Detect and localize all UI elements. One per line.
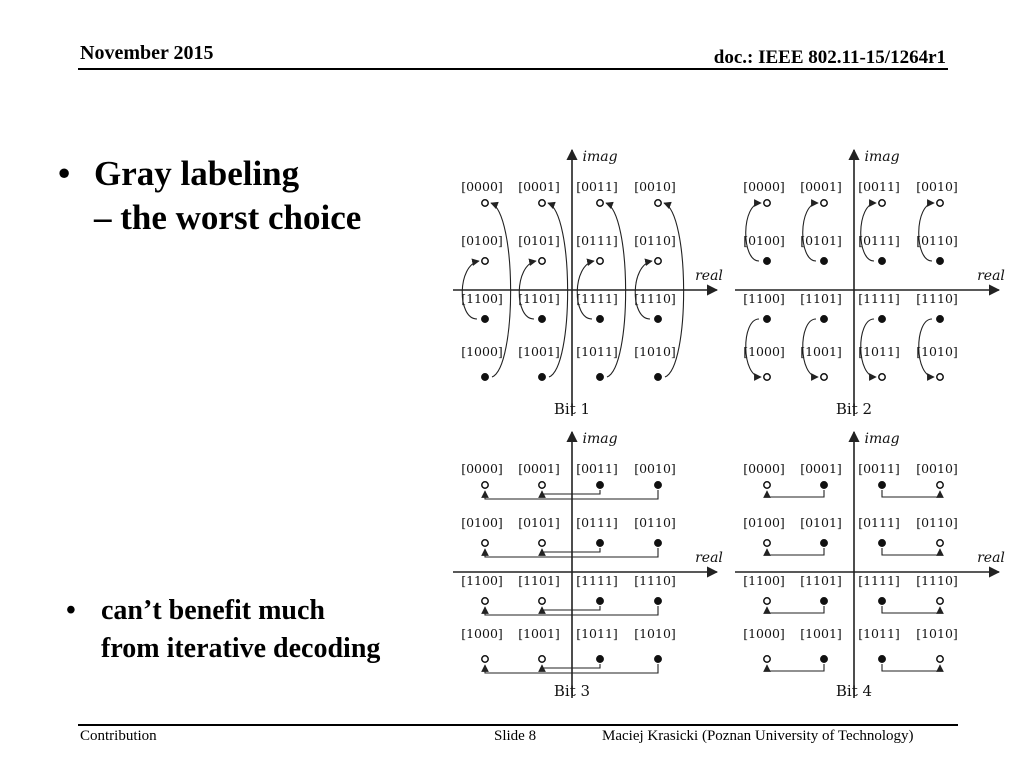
constellation-point	[764, 258, 770, 264]
symbol-label: [1101]	[518, 573, 560, 588]
constellation-point	[597, 316, 603, 322]
constellation-point	[597, 482, 603, 488]
symbol-label: [0001]	[800, 461, 842, 476]
symbol-label: [0110]	[634, 233, 676, 248]
constellation-point	[821, 598, 827, 604]
symbol-label: [0010]	[634, 179, 676, 194]
mapping-arrow	[882, 490, 940, 497]
symbol-label: [1010]	[916, 626, 958, 641]
mapping-arrow	[542, 490, 600, 494]
bullet-marker: •	[58, 154, 71, 193]
symbol-label: [0000]	[743, 461, 785, 476]
constellation-point	[879, 258, 885, 264]
symbol-label: [0100]	[743, 515, 785, 530]
real-axis-label: real	[977, 268, 1005, 284]
symbol-label: [0011]	[576, 179, 618, 194]
symbol-label: [1100]	[743, 573, 785, 588]
mapping-arrow	[767, 606, 824, 613]
symbol-label: [0100]	[743, 233, 785, 248]
constellation-point	[539, 200, 545, 206]
symbol-label: [1100]	[461, 291, 503, 306]
constellation-point	[539, 374, 545, 380]
symbol-label: [1100]	[461, 573, 503, 588]
mapping-arrow	[882, 606, 940, 613]
footer-author: Maciej Krasicki (Poznan University of Technology)	[602, 728, 914, 744]
plot-title: Bit 1	[553, 400, 591, 418]
constellation-point	[764, 540, 770, 546]
constellation-point	[597, 374, 603, 380]
constellation-point	[539, 540, 545, 546]
symbol-label: [0001]	[518, 179, 560, 194]
constellation-point	[482, 316, 488, 322]
symbol-label: [1010]	[634, 344, 676, 359]
constellation-point	[937, 200, 943, 206]
symbol-label: [1111]	[576, 573, 618, 588]
symbol-label: [0001]	[800, 179, 842, 194]
symbol-label: [0011]	[576, 461, 618, 476]
mapping-arrow	[767, 548, 824, 555]
symbol-label: [0110]	[634, 515, 676, 530]
symbol-label: [1111]	[858, 573, 900, 588]
constellation-point	[821, 482, 827, 488]
symbol-label: [0001]	[518, 461, 560, 476]
constellation-point	[597, 200, 603, 206]
constellation-point	[597, 258, 603, 264]
imag-axis-label: imag	[582, 149, 618, 165]
symbol-label: [0110]	[916, 515, 958, 530]
constellation-point	[597, 656, 603, 662]
constellation-point	[879, 540, 885, 546]
constellation-point	[937, 316, 943, 322]
imag-axis-label: imag	[864, 149, 900, 165]
constellation-point	[482, 540, 488, 546]
symbol-label: [1001]	[518, 344, 560, 359]
constellation-point	[655, 258, 661, 264]
footer-contribution: Contribution	[80, 728, 157, 744]
sub-bullet-line1: can’t benefit much	[101, 595, 325, 626]
constellation-point	[539, 482, 545, 488]
symbol-label: [1001]	[518, 626, 560, 641]
constellation-point	[879, 374, 885, 380]
symbol-label: [0010]	[916, 461, 958, 476]
constellation-point	[539, 316, 545, 322]
symbol-label: [1101]	[800, 291, 842, 306]
mapping-arrow	[882, 664, 940, 671]
constellation-point	[764, 482, 770, 488]
constellation-point	[482, 482, 488, 488]
constellation-point	[764, 656, 770, 662]
symbol-label: [0011]	[858, 461, 900, 476]
real-axis-label: real	[977, 550, 1005, 566]
symbol-label: [1110]	[916, 291, 958, 306]
constellation-point	[655, 374, 661, 380]
constellation-point	[821, 540, 827, 546]
constellation-point	[937, 258, 943, 264]
constellation-point	[879, 316, 885, 322]
symbol-label: [0010]	[916, 179, 958, 194]
header-document-id: doc.: IEEE 802.11-15/1264r1	[713, 47, 946, 68]
constellation-point	[879, 482, 885, 488]
symbol-label: [0011]	[858, 179, 900, 194]
plot-title: Bit 3	[553, 682, 591, 700]
symbol-label: [0101]	[800, 233, 842, 248]
mapping-arrow	[803, 203, 818, 261]
symbol-label: [0111]	[576, 515, 618, 530]
constellation-point	[879, 200, 885, 206]
constellation-point	[937, 374, 943, 380]
constellation-point	[655, 540, 661, 546]
constellation-point	[879, 598, 885, 604]
symbol-label: [1000]	[743, 626, 785, 641]
imag-axis-label: imag	[864, 431, 900, 447]
mapping-arrow	[919, 203, 934, 261]
constellation-point	[655, 598, 661, 604]
imag-axis-label: imag	[582, 431, 618, 447]
constellation-point	[764, 374, 770, 380]
constellation-point	[539, 656, 545, 662]
symbol-label: [0111]	[576, 233, 618, 248]
symbol-label: [1001]	[800, 626, 842, 641]
symbol-label: [1010]	[634, 626, 676, 641]
symbol-label: [1011]	[576, 626, 618, 641]
mapping-arrow	[542, 606, 600, 610]
symbol-label: [1001]	[800, 344, 842, 359]
symbol-label: [1111]	[576, 291, 618, 306]
constellation-point	[482, 258, 488, 264]
constellation-point	[937, 540, 943, 546]
symbol-label: [1101]	[800, 573, 842, 588]
symbol-label: [0101]	[800, 515, 842, 530]
constellation-point	[655, 316, 661, 322]
constellation-point	[764, 316, 770, 322]
constellation-point	[539, 598, 545, 604]
constellation-point	[937, 482, 943, 488]
constellation-point	[879, 656, 885, 662]
symbol-label: [0100]	[461, 233, 503, 248]
symbol-label: [1011]	[858, 344, 900, 359]
constellation-point	[764, 598, 770, 604]
mapping-arrow	[542, 548, 600, 552]
footer-divider	[78, 724, 958, 726]
symbol-label: [1011]	[858, 626, 900, 641]
mapping-arrow	[746, 203, 761, 261]
constellation-point	[482, 656, 488, 662]
symbol-label: [0111]	[858, 515, 900, 530]
constellation-point	[597, 540, 603, 546]
real-axis-label: real	[695, 268, 723, 284]
constellation-point	[655, 656, 661, 662]
plot-title: Bit 2	[835, 400, 873, 418]
header-date: November 2015	[80, 42, 214, 64]
constellation-point	[655, 482, 661, 488]
constellation-point	[482, 374, 488, 380]
symbol-label: [1110]	[916, 573, 958, 588]
constellation-point	[821, 200, 827, 206]
mapping-arrow	[882, 548, 940, 555]
symbol-label: [0000]	[461, 179, 503, 194]
sub-bullet-line2: from iterative decoding	[101, 633, 381, 664]
constellation-point	[821, 316, 827, 322]
constellation-point	[539, 258, 545, 264]
symbol-label: [0010]	[634, 461, 676, 476]
symbol-label: [1000]	[461, 344, 503, 359]
symbol-label: [1011]	[576, 344, 618, 359]
footer-slide-number: Slide 8	[494, 728, 537, 744]
symbol-label: [1010]	[916, 344, 958, 359]
symbol-label: [1000]	[461, 626, 503, 641]
main-bullet-line2: – the worst choice	[94, 198, 362, 237]
constellation-point	[821, 374, 827, 380]
symbol-label: [1101]	[518, 291, 560, 306]
symbol-label: [1111]	[858, 291, 900, 306]
constellation-point	[764, 200, 770, 206]
symbol-label: [1100]	[743, 291, 785, 306]
constellation-point	[821, 656, 827, 662]
constellation-point	[821, 258, 827, 264]
symbol-label: [0101]	[518, 233, 560, 248]
mapping-arrow	[767, 664, 824, 671]
symbol-label: [0000]	[461, 461, 503, 476]
mapping-arrow	[861, 203, 876, 261]
constellation-point	[937, 656, 943, 662]
symbol-label: [1000]	[743, 344, 785, 359]
plot-title: Bit 4	[835, 682, 873, 700]
symbol-label: [0111]	[858, 233, 900, 248]
symbol-label: [0101]	[518, 515, 560, 530]
mapping-arrow	[767, 490, 824, 497]
constellation-point	[482, 598, 488, 604]
main-bullet-line1: Gray labeling	[94, 154, 300, 193]
symbol-label: [0110]	[916, 233, 958, 248]
mapping-arrow	[542, 664, 600, 668]
symbol-label: [1110]	[634, 291, 676, 306]
symbol-label: [1110]	[634, 573, 676, 588]
constellation-point	[597, 598, 603, 604]
real-axis-label: real	[695, 550, 723, 566]
constellation-point	[937, 598, 943, 604]
bullet-marker: •	[66, 595, 76, 626]
symbol-label: [0000]	[743, 179, 785, 194]
symbol-label: [0100]	[461, 515, 503, 530]
constellation-point	[655, 200, 661, 206]
constellation-point	[482, 200, 488, 206]
